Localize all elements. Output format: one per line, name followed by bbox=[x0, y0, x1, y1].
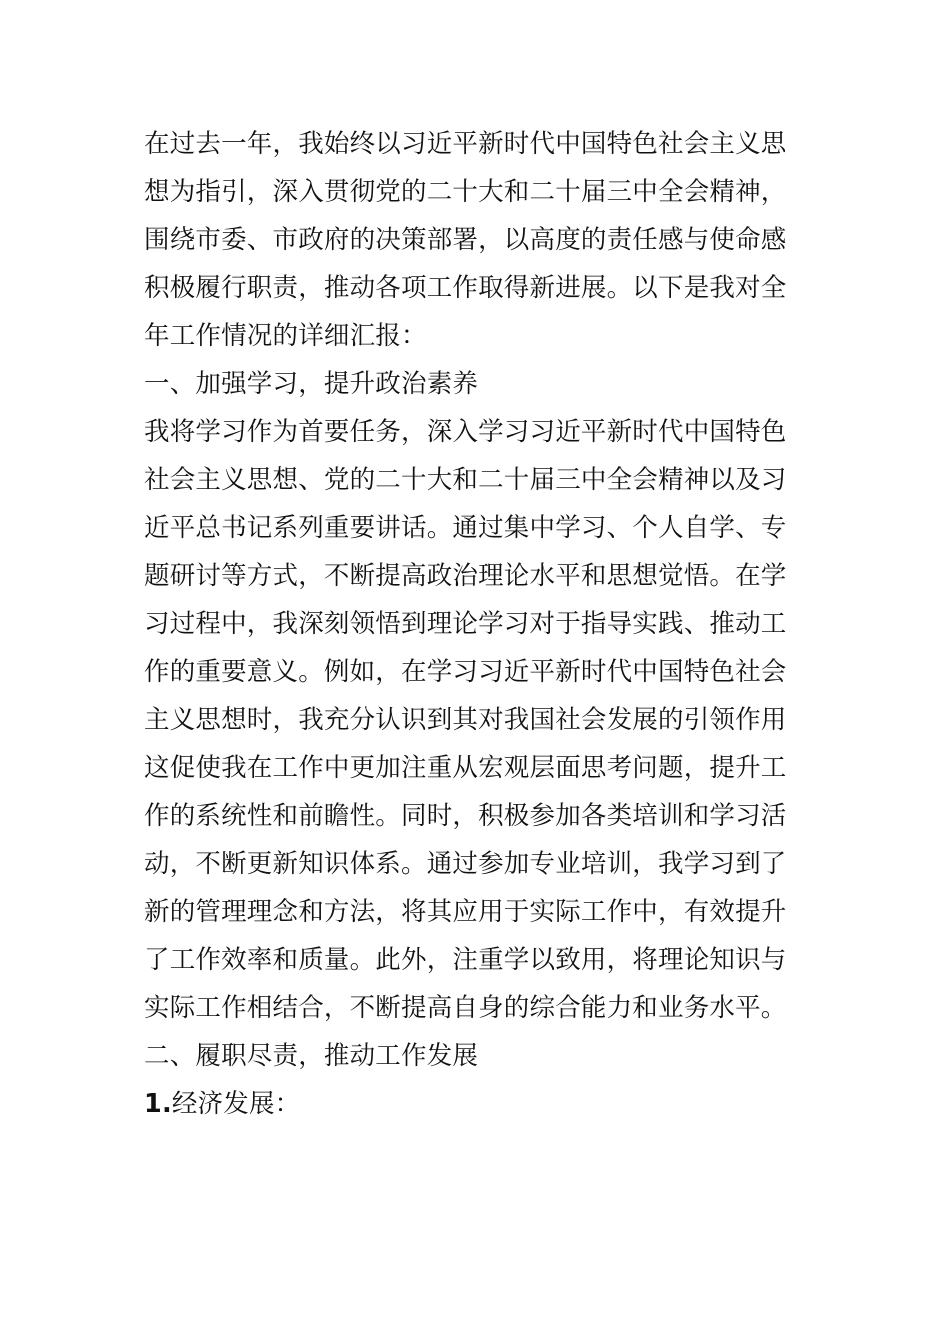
paragraph-intro-line-3: 围绕市委、市政府的决策部署，以高度的责任感与使命感 bbox=[144, 225, 787, 255]
section-heading-1: 一、加强学习，提升政治素养 bbox=[144, 369, 479, 399]
paragraph-study-line-12: 了工作效率和质量。此外，注重学以致用，将理论知识与 bbox=[144, 945, 787, 975]
paragraph-study-line-6: 作的重要意义。例如，在学习习近平新时代中国特色社会 bbox=[144, 657, 787, 687]
paragraph-intro-line-5: 年工作情况的详细汇报： bbox=[144, 321, 427, 351]
subheading-number: 1. bbox=[144, 1089, 172, 1119]
paragraph-intro-line-1: 在过去一年，我始终以习近平新时代中国特色社会主义思 bbox=[144, 129, 787, 159]
paragraph-intro-line-4: 积极履行职责，推动各项工作取得新进展。以下是我对全 bbox=[144, 273, 787, 303]
paragraph-study-line-1: 我将学习作为首要任务，深入学习习近平新时代中国特色 bbox=[144, 417, 787, 447]
paragraph-study-line-2: 社会主义思想、党的二十大和二十届三中全会精神以及习 bbox=[144, 465, 787, 495]
paragraph-intro-line-2: 想为指引，深入贯彻党的二十大和二十届三中全会精神， bbox=[144, 177, 787, 207]
paragraph-study-line-11: 新的管理理念和方法，将其应用于实际工作中，有效提升 bbox=[144, 897, 787, 927]
paragraph-study-line-9: 作的系统性和前瞻性。同时，积极参加各类培训和学习活 bbox=[144, 801, 787, 831]
paragraph-study-line-10: 动，不断更新知识体系。通过参加专业培训，我学习到了 bbox=[144, 849, 787, 879]
subheading-economic-development bbox=[144, 1087, 824, 1121]
subheading-text: 经济发展： bbox=[171, 1089, 301, 1119]
paragraph-study-line-7: 主义思想时，我充分认识到其对我国社会发展的引领作用 bbox=[144, 705, 787, 735]
paragraph-study-line-4: 题研讨等方式，不断提高政治理论水平和思想觉悟。在学 bbox=[144, 561, 787, 591]
paragraph-study-line-13: 实际工作相结合，不断提高自身的综合能力和业务水平。 bbox=[144, 993, 787, 1023]
paragraph-study-line-5: 习过程中，我深刻领悟到理论学习对于指导实践、推动工 bbox=[144, 609, 787, 639]
section-heading-2: 二、履职尽责，推动工作发展 bbox=[144, 1041, 479, 1071]
paragraph-study-line-8: 这促使我在工作中更加注重从宏观层面思考问题，提升工 bbox=[144, 753, 787, 783]
paragraph-study-line-3: 近平总书记系列重要讲话。通过集中学习、个人自学、专 bbox=[144, 513, 787, 543]
